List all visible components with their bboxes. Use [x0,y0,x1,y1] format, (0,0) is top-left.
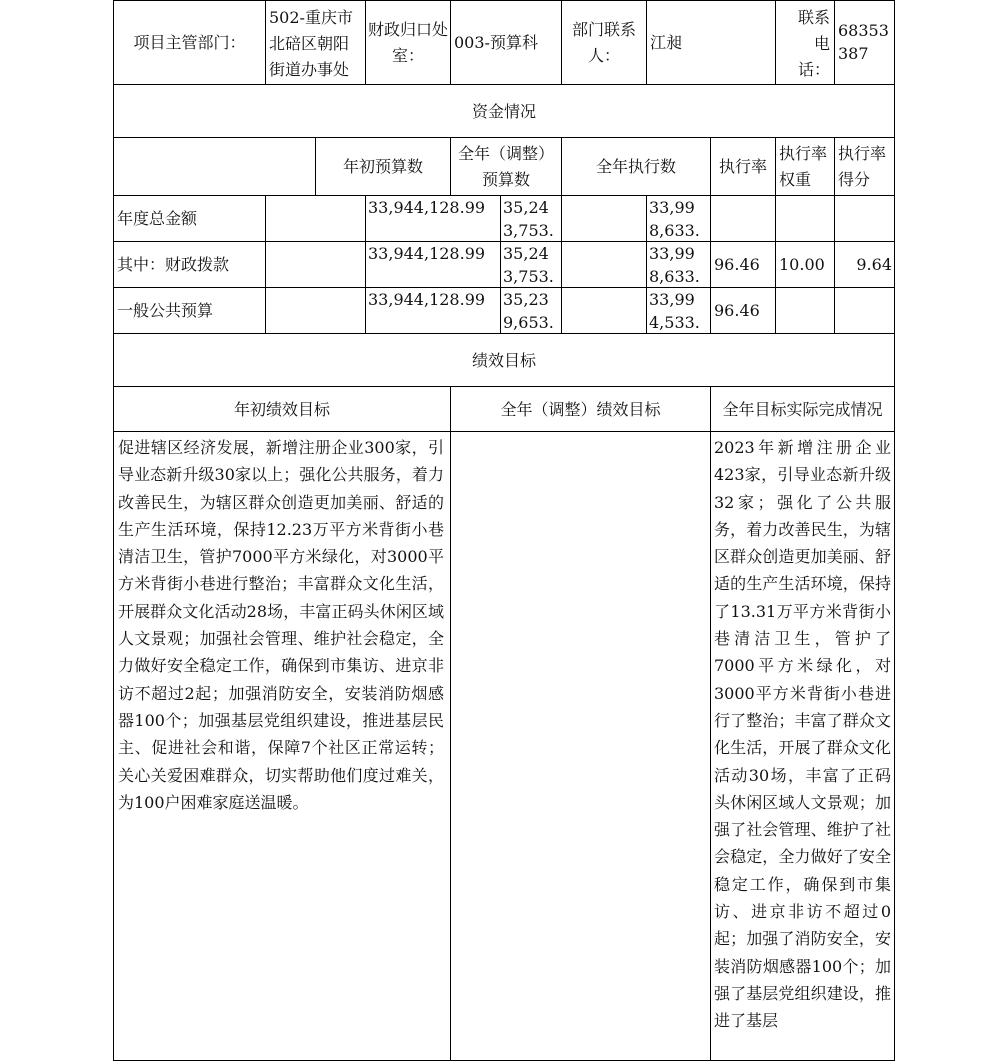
funds-row-spacer [561,195,647,242]
performance-section-title: 绩效目标 [113,333,895,387]
col-executed: 全年执行数 [561,137,711,196]
finance-label: 财政归口处室： [365,0,451,85]
funds-row-rate: 96.46 [710,241,776,288]
funds-row-score [834,287,895,334]
funds-row-spacer [265,195,366,242]
funds-row-initial: 33,944,128.99 [365,241,501,288]
contact-label: 部门联系人： [561,0,647,85]
dept-value: 502-重庆市北碚区朝阳街道办事处 [265,0,366,85]
funds-row-executed: 33,994,533. [646,287,711,334]
phone-label: 联系电话： [775,0,835,85]
funds-row-adjusted: 35,239,653. [500,287,562,334]
funds-row-initial: 33,944,128.99 [365,287,501,334]
funds-section-title: 资金情况 [113,84,895,138]
col-initial-budget: 年初预算数 [315,137,451,196]
col-initial-goal: 年初绩效目标 [113,386,451,432]
funds-header-blank [113,137,316,196]
col-actual-completion: 全年目标实际完成情况 [710,386,895,432]
funds-row-weight [775,195,835,242]
col-adjusted-goal: 全年（调整）绩效目标 [450,386,711,432]
funds-row-adjusted: 35,243,753. [500,195,562,242]
finance-value: 003-预算科 [450,0,562,85]
funds-row-rate [710,195,776,242]
initial-goal-text: 促进辖区经济发展，新增注册企业300家，引导业态新升级30家以上；强化公共服务，着力改善民生，为辖区群众创造更加美丽、舒适的生产生活环境，保持12.23万平方米背街小巷清洁卫生，管护7000平方米绿化，对3000平方米背街小巷进行整治；丰富群众文化生活，开展群众文化活动28场，丰富正码头休闲区域人文景观；加强社会管理、维护社会稳定，全力做好安全稳定工作，确保到市集访、进京非访不超过2起；加强消防安全，安装消防烟感器100个；加强基层党组织建设，推进基层民主、促进社会和谐，保障7个社区正常运转；关心关爱困难群众，切实帮助他们度过难关，为100户困难家庭送温暖。 [113,431,451,1061]
dept-label: 项目主管部门： [113,0,266,85]
funds-row-spacer [265,287,366,334]
funds-row-score [834,195,895,242]
funds-row-executed: 33,998,633. [646,241,711,288]
col-rate: 执行率 [710,137,776,196]
funds-row-spacer [561,241,647,288]
col-adjusted-budget: 全年（调整）预算数 [450,137,562,196]
funds-row-rate: 96.46 [710,287,776,334]
funds-row-spacer [265,241,366,288]
funds-row-score: 9.64 [834,241,895,288]
actual-completion-text: 2023年新增注册企业423家，引导业态新升级32家；强化了公共服务，着力改善民生，为辖区群众创造更加美丽、舒适的生产生活环境，保持了13.31万平方米背街小巷清洁卫生，管护了7000平方米绿化，对3000平方米背街小巷进行了整治；丰富了群众文化生活，开展了群众文化活动30场，丰富了正码头休闲区域人文景观；加强了社会管理、维护了社会稳定，全力做好了安全稳定工作，确保到市集访、进京非访不超过0起；加强了消防安全，安装消防烟感器100个；加强了基层党组织建设，推进了基层 [710,431,895,1061]
funds-row-executed: 33,998,633. [646,195,711,242]
funds-row-weight: 10.00 [775,241,835,288]
col-score: 执行率得分 [834,137,895,196]
phone-value: 68353387 [834,0,895,85]
funds-row-label: 年度总金额 [113,195,266,242]
contact-value: 江昶 [646,0,776,85]
funds-row-spacer [561,287,647,334]
funds-row-label: 一般公共预算 [113,287,266,334]
funds-row-initial: 33,944,128.99 [365,195,501,242]
funds-row-adjusted: 35,243,753. [500,241,562,288]
adjusted-goal-text [450,431,711,1061]
col-weight: 执行率权重 [775,137,835,196]
funds-row-weight [775,287,835,334]
funds-row-label: 其中：财政拨款 [113,241,266,288]
